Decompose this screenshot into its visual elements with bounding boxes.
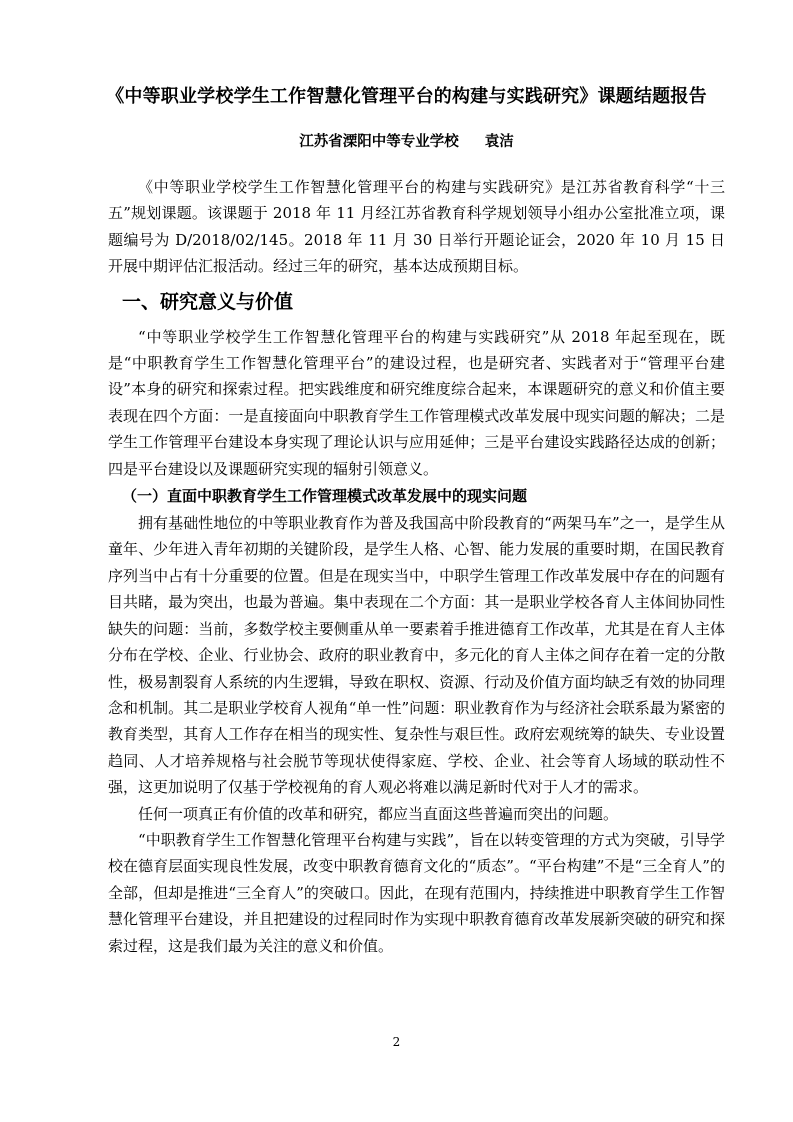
subsection-paragraph-1: 拥有基础性地位的中等职业教育作为普及我国高中阶段教育的“两架马车”之一，是学生从童年、少年进入青年初期的关键阶段，是学生人格、心智、能力发展的重要时期，在国民教育序列当中占有十分重要的位置。但是在现实当中，中职学生管理工作改革发展中存在的问题有目共睹，最为突出，也最为普遍。集中表现在二个方面：其一是职业学校各育人主体间协同性缺失的问题：当前，多数学校主要侧重从单一要素着手推进德育工作改革，尤其是在育人主体分布在学校、企业、行业协会、政府的职业教育中，多元化的育人主体之间存在着一定的分散性，极易割裂育人系统的内生逻辑，导致在职权、资源、行动及价值方面均缺乏有效的协同理念和机制。其二是职业学校育人视角“单一性”问题：职业教育作为与经济社会联系最为紧密的教育类型，其育人工作存在相当的现实性、复杂性与艰巨性。政府宏观统筹的缺失、专业设置趋同、人才培养规格与社会脱节等现状使得家庭、学校、企业、社会等育人场域的联动性不强，这更加说明了仅基于学校视角的育人观必将难以满足新时代对于人才的需求。 — [108, 514, 725, 797]
subsection-paragraph-3: “中职教育学生工作智慧化管理平台构建与实践”，旨在以转变管理的方式为突破，引导学校在德育层面实现良性发展，改变中职教育德育文化的“质态”。“平台构建”不是“三全育人”的全部，但却是推进“三全育人”的突破口。因此，在现有范围内，持续推进中职教育学生工作智慧化管理平台建设，并且把建设的过程同时作为实现中职教育德育改革发展新突破的研究和探索过程，这是我们最为关注的意义和价值。 — [108, 830, 725, 955]
section-paragraph: “中等职业学校学生工作智慧化管理平台的构建与实践研究”从 2018 年起至现在，既是“中职教育学生工作智慧化管理平台”的建设过程，也是研究者、实践者对于“管理平台建设”本身的研究和探索过程。把实践维度和研究维度综合起来，本课题研究的意义和价值主要表现在四个方面：一是直接面向中职教育学生工作管理模式改革发展中现实问题的解决；二是学生工作管理平台建设本身实现了理论认识与应用延伸；三是平台建设实践路径达成的创新；四是平台建设以及课题研究实现的辐射引领意义。 — [108, 327, 725, 478]
section-heading: 一、研究意义与价值 — [122, 290, 294, 313]
author-school: 江苏省溧阳中等专业学校 — [299, 133, 459, 150]
author-name: 袁洁 — [484, 133, 514, 150]
author-line — [80, 130, 733, 154]
page-number: 2 — [392, 1035, 401, 1049]
subsection-heading: （一）直面中职教育学生工作管理模式改革发展中的现实问题 — [122, 487, 528, 506]
subsection-paragraph-2: 任何一项真正有价值的改革和研究，都应当直面这些普遍而突出的问题。 — [138, 804, 619, 823]
intro-paragraph: 《中等职业学校学生工作智慧化管理平台的构建与实践研究》是江苏省教育科学“十三五”规划课题。该课题于 2018 年 11 月经江苏省教育科学规划领导小组办公室批准立项，课题编号为 D/2018/02/145。2018 年 11 月 30 日举行开题论证会，2020 年 10 月 15 日开展中期评估汇报活动。经过三年的研究，基本达成预期目标。 — [108, 178, 725, 276]
report-title: 《中等职业学校学生工作智慧化管理平台的构建与实践研究》课题结题报告 — [106, 86, 707, 107]
report-body — [108, 174, 725, 959]
